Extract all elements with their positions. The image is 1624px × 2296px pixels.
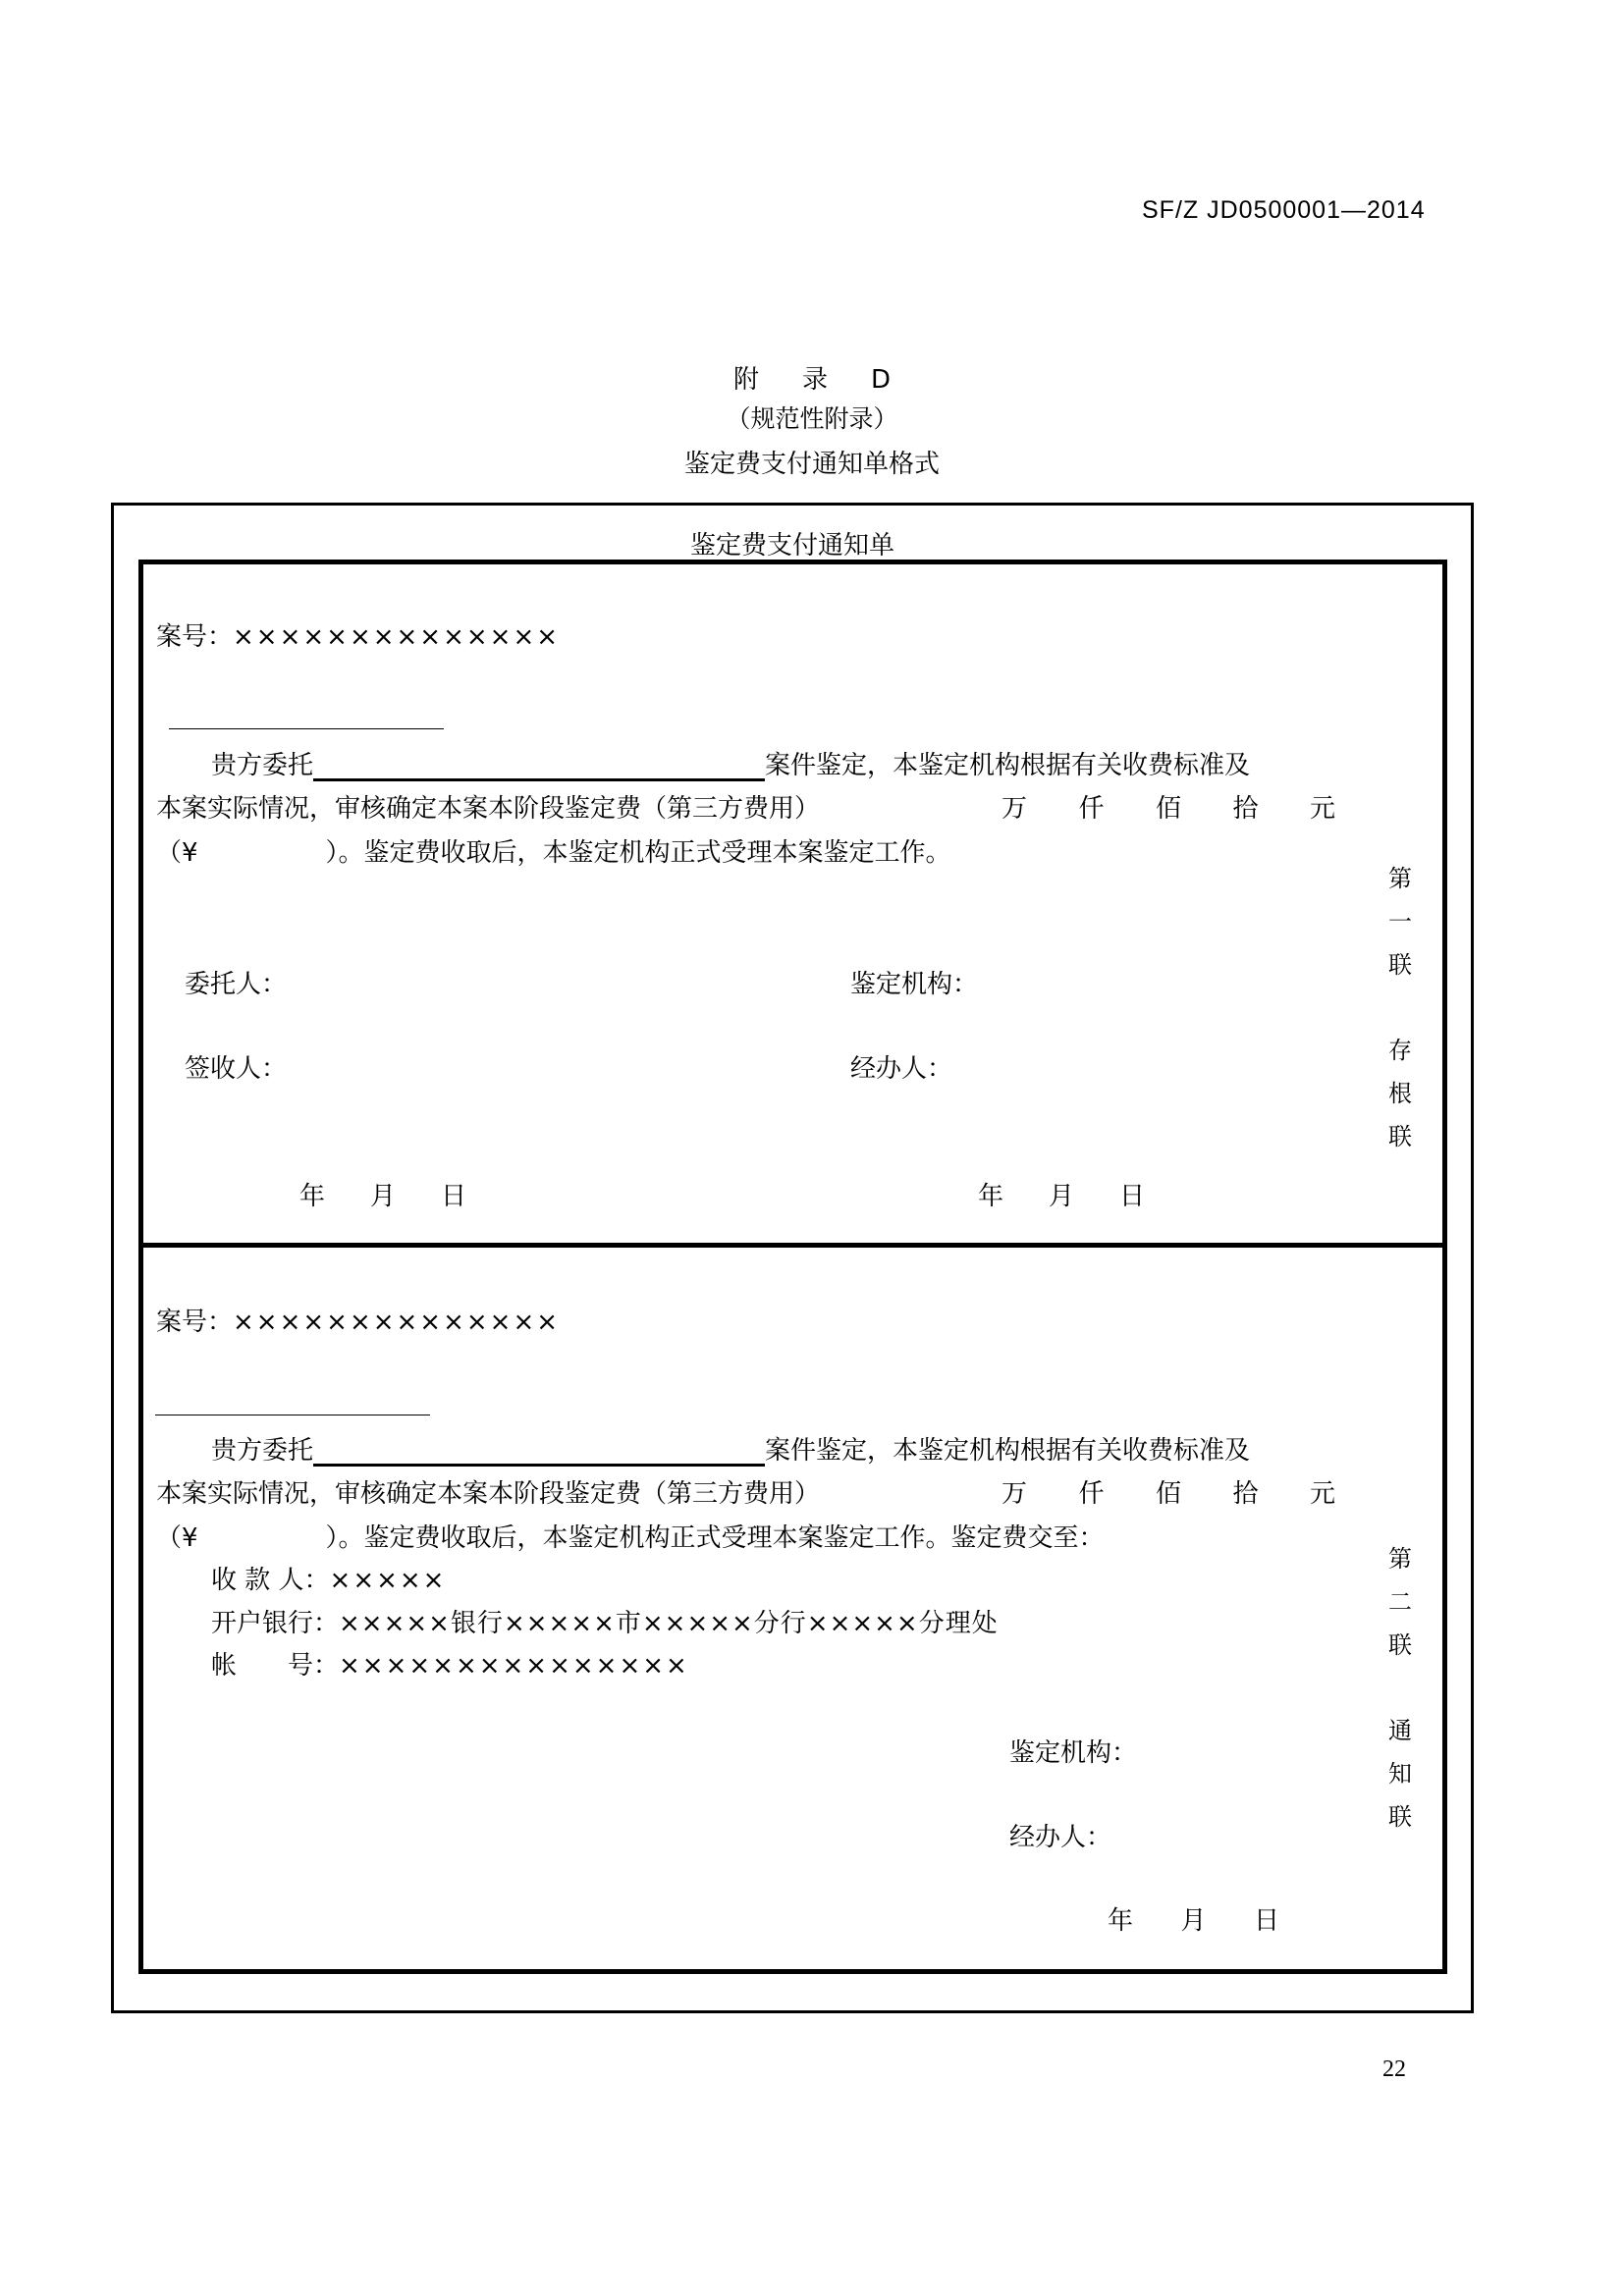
para-prefix: 贵方委托 [211,1436,314,1466]
para-suffix: 案件鉴定，本鉴定机构根据有关收费标准及 [765,1436,1251,1466]
unit-bai: 佰 [1155,794,1181,824]
para-suffix: ）。鉴定费收取后，本鉴定机构正式受理本案鉴定工作。鉴定费交至： [325,1523,1105,1553]
appendix-title-part: 附 [732,365,759,395]
part1-side-label-top [1388,859,1412,988]
month-label: 月 [1048,1182,1074,1211]
para-suffix: 案件鉴定，本鉴定机构根据有关收费标准及 [765,751,1251,780]
handler-label: 经办人： [850,1054,953,1084]
part1-para-line2 [156,788,820,825]
part1-para-line1 [211,745,1250,781]
part1-date-left [299,1176,466,1212]
unit-shi: 拾 [1232,1479,1259,1509]
appendix-subtitle: （规范性附录） [726,404,898,433]
unit-qian: 仟 [1078,1479,1105,1509]
day-label: 日 [440,1182,466,1211]
para-text: 本案实际情况，审核确定本案本阶段鉴定费（第三方费用） [156,794,821,824]
institution-label: 鉴定机构： [850,970,979,999]
month-label: 月 [369,1182,396,1211]
yen-prefix: （¥ [156,838,198,868]
case-name-field[interactable] [313,751,765,781]
payee-value: ××××× [329,1566,447,1595]
part2-para-line1 [211,1430,1250,1467]
year-label: 年 [1108,1906,1134,1936]
yen-prefix: （¥ [156,1523,198,1553]
part2-side-label-top [1388,1539,1412,1669]
unit-wan: 万 [1001,1479,1028,1509]
appendix-title-part: D [871,365,892,395]
side-char: 联 [1388,1631,1412,1659]
case-number-value: ×××××××××××××× [233,1308,561,1337]
side-char: 第 [1388,1545,1412,1573]
part2-para-line2 [156,1473,820,1510]
part1-case-number [156,616,560,653]
part2-amount-units [1001,1473,1335,1510]
part2-para-line3 [156,1518,1105,1554]
side-char: 第 [1388,865,1412,892]
form-divider [138,1243,1447,1248]
side-char: 联 [1388,1803,1412,1831]
para-suffix: ）。鉴定费收取后，本鉴定机构正式受理本案鉴定工作。 [325,838,951,868]
account-row [211,1645,689,1682]
receiver-label: 签收人： [185,1054,288,1084]
side-char: 通 [1388,1717,1412,1744]
part1-amount-units [1001,788,1335,825]
account-value: ××××××××××××××× [339,1651,689,1681]
unit-qian: 仟 [1078,794,1105,824]
unit-wan: 万 [1001,794,1028,824]
form-title: 鉴定费支付通知单 [689,531,894,561]
year-label: 年 [978,1182,1004,1211]
day-label: 日 [1118,1182,1145,1211]
account-label: 帐 号： [211,1651,340,1681]
unit-yuan: 元 [1309,1479,1335,1509]
part1-side-label-bottom [1388,1031,1412,1160]
side-char: 联 [1388,951,1412,979]
year-label: 年 [299,1182,326,1211]
side-char: 联 [1388,1123,1412,1150]
part1-para-line3 [156,832,951,869]
part2-case-number [156,1302,560,1338]
case-number-label: 案号： [156,1308,234,1337]
standard-code: SF/Z JD0500001—2014 [1142,196,1426,224]
payee-label: 收 款 人： [211,1566,330,1595]
part2-side-label-bottom [1388,1711,1412,1841]
appendix-title [0,359,1624,396]
appendix-title-part: 录 [801,365,828,395]
bank-row [211,1603,999,1639]
part2-date [1108,1900,1279,1937]
case-number-label: 案号： [156,622,234,652]
page-number: 22 [1382,2056,1406,2082]
side-char: 根 [1388,1080,1412,1107]
para-prefix: 贵方委托 [211,751,314,780]
month-label: 月 [1180,1906,1207,1936]
side-char: 存 [1388,1037,1412,1064]
unit-yuan: 元 [1309,794,1335,824]
part2-institution-label: 鉴定机构： [1009,1738,1138,1768]
bank-value: ×××××银行×××××市×××××分行×××××分理处 [339,1609,999,1638]
para-text: 本案实际情况，审核确定本案本阶段鉴定费（第三方费用） [156,1479,821,1509]
case-name-field[interactable] [313,1436,765,1467]
part1-date-right [978,1176,1145,1212]
side-char: 一 [1388,908,1412,935]
bank-label: 开户银行： [211,1609,340,1638]
part2-handler-label: 经办人： [1009,1823,1112,1852]
client-label: 委托人： [185,970,288,999]
payee-row [211,1560,446,1596]
side-char: 二 [1388,1588,1412,1616]
addressee-line[interactable] [169,728,444,729]
unit-bai: 佰 [1155,1479,1181,1509]
case-number-value: ×××××××××××××× [233,622,561,652]
side-char: 知 [1388,1760,1412,1788]
day-label: 日 [1253,1906,1279,1936]
appendix-name: 鉴定费支付通知单格式 [683,450,940,479]
unit-shi: 拾 [1232,794,1259,824]
